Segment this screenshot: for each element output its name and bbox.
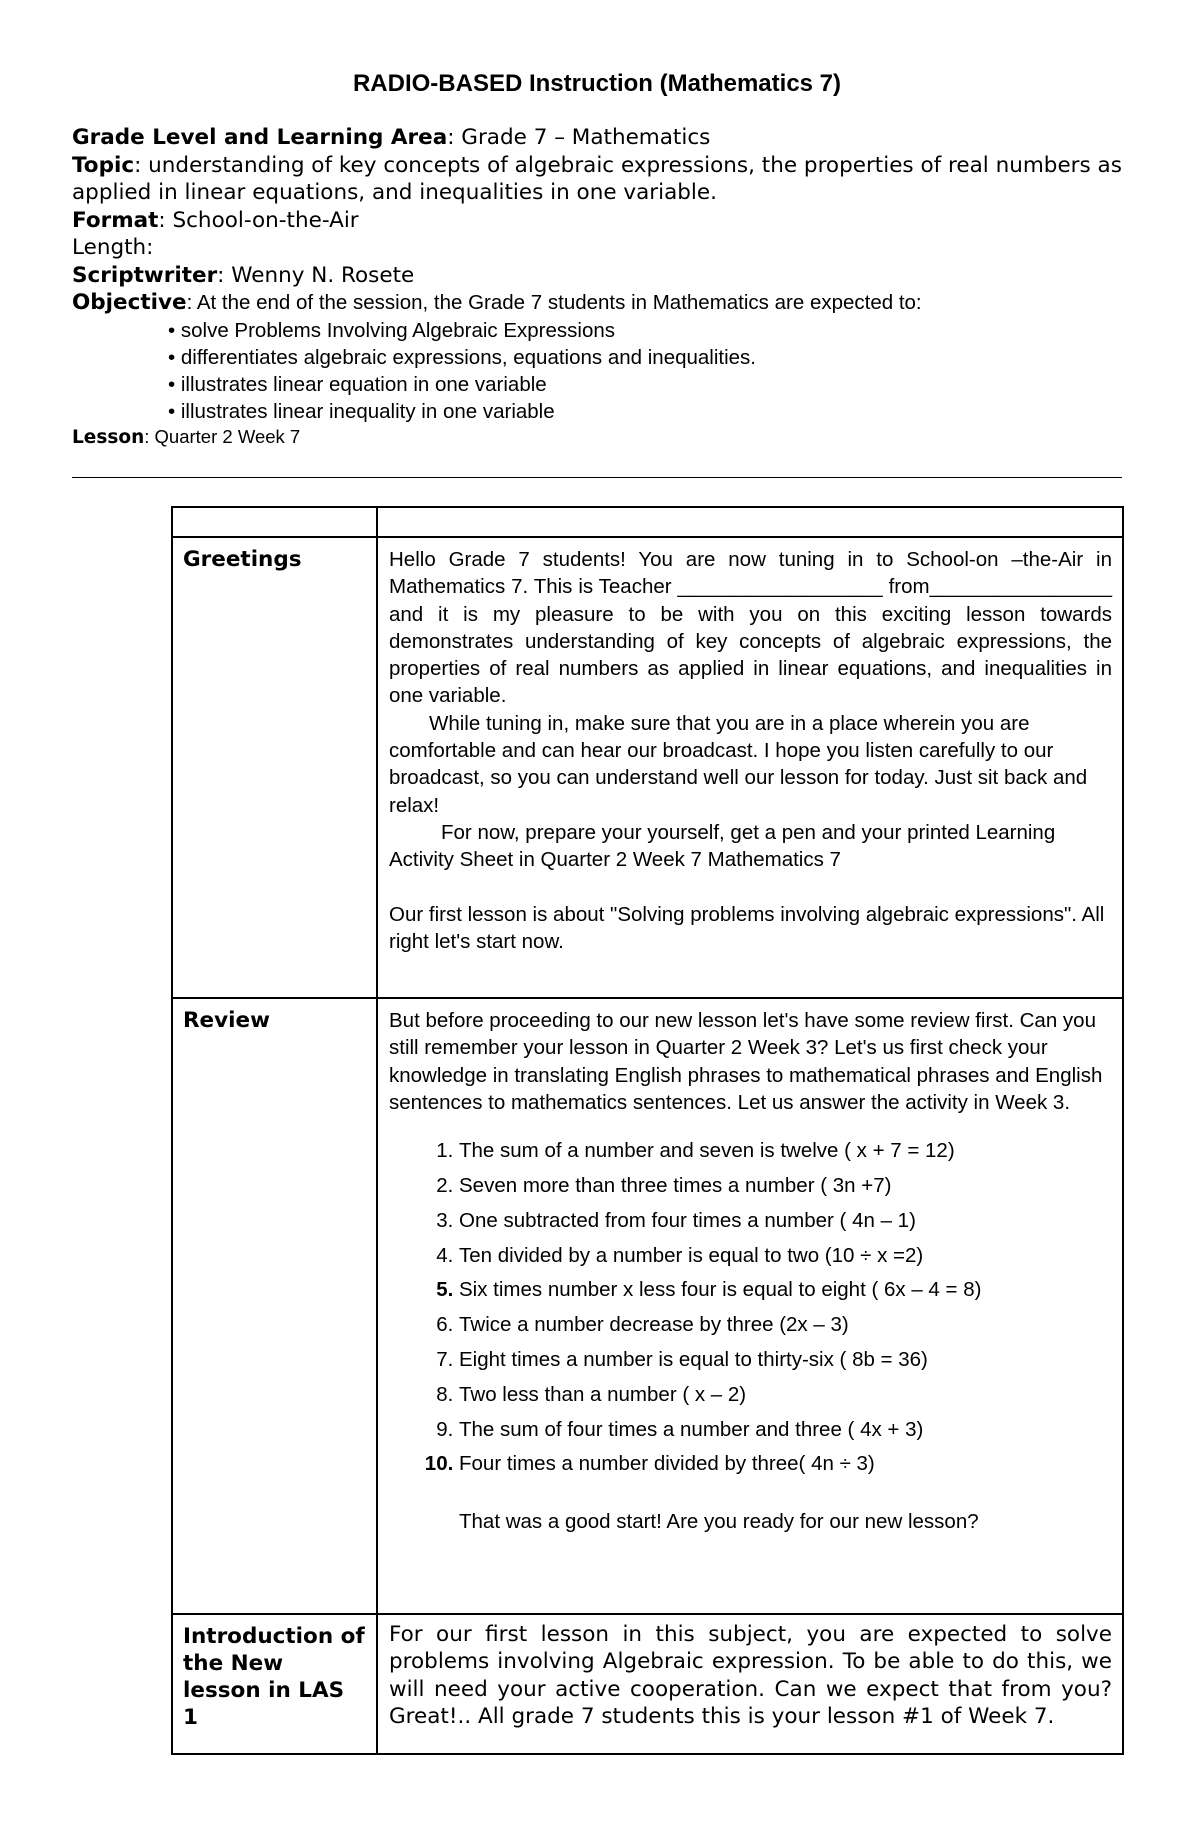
grade-value: : Grade 7 – Mathematics bbox=[447, 125, 711, 150]
header-cell-empty bbox=[377, 507, 1123, 537]
format-line bbox=[72, 207, 1122, 235]
topic-label: Topic bbox=[72, 152, 135, 178]
introduction-label: Introduction of the New lesson in LAS 1 bbox=[172, 1614, 377, 1754]
scriptwriter-label: Scriptwriter bbox=[72, 262, 218, 288]
objective-item: • illustrates linear equation in one variable bbox=[168, 371, 1122, 398]
list-item: 9. The sum of four times a number and three ( 4x + 3) bbox=[459, 1413, 1112, 1448]
list-item: 6. Twice a number decrease by three (2x – 3) bbox=[459, 1308, 1112, 1343]
topic-line bbox=[72, 152, 1122, 207]
list-item: 10. Four times a number divided by three( 4n ÷ 3) bbox=[459, 1447, 1112, 1482]
greetings-label: Greetings bbox=[172, 537, 377, 998]
scriptwriter-value: : Wenny N. Rosete bbox=[217, 262, 415, 288]
objective-item: • differentiates algebraic expressions, equations and inequalities. bbox=[168, 344, 1122, 371]
greetings-paragraph: Hello Grade 7 students! You are now tuning in to School-on –the-Air in Mathematics 7. This is Teacher __________________ from________________ and it is my pleasure to be with you on this exciting lesson towards demonstrates understanding of key concepts of algebraic expressions, the properties of real numbers as applied in linear equations, and inequalities in one variable. bbox=[389, 548, 1112, 708]
lesson-value: : Quarter 2 Week 7 bbox=[144, 425, 301, 447]
lesson-label: Lesson bbox=[72, 426, 145, 448]
format-value: : School-on-the-Air bbox=[158, 207, 359, 233]
greetings-paragraph: For now, prepare your yourself, get a pen and your printed Learning Activity Sheet in Quarter 2 Week 7 Mathematics 7 bbox=[389, 820, 1056, 872]
review-intro: But before proceeding to our new lesson let's have some review first. Can you still remember your lesson in Quarter 2 Week 3? Let's us first check your knowledge in translating English phrases to mathematical phrases and English sentences to mathematics sentences. Let us answer the activity in Week 3. bbox=[389, 1009, 1103, 1114]
table-header-row bbox=[172, 507, 1123, 537]
review-items bbox=[389, 1134, 1112, 1482]
scriptwriter-line bbox=[72, 262, 1122, 290]
script-table bbox=[171, 506, 1124, 1755]
lesson-line bbox=[72, 425, 1122, 450]
grade-line bbox=[72, 124, 1122, 152]
length-line: Length: bbox=[72, 235, 154, 260]
review-label: Review bbox=[172, 998, 377, 1614]
review-closing: That was a good start! Are you ready for our new lesson? bbox=[459, 1510, 979, 1534]
header-cell-empty bbox=[172, 507, 377, 537]
objective-value: : At the end of the session, the Grade 7 students in Mathematics are expected to: bbox=[186, 291, 922, 314]
greetings-paragraph: While tuning in, make sure that you are in a place wherein you are comfortable and can hear our broadcast. I hope you listen carefully to our broadcast, so you can understand well our lesson for today. Just sit back and relax! bbox=[389, 711, 1088, 817]
list-item: 2. Seven more than three times a number ( 3n +7) bbox=[459, 1169, 1112, 1204]
list-item: 7. Eight times a number is equal to thirty-six ( 8b = 36) bbox=[459, 1343, 1112, 1378]
review-content bbox=[377, 998, 1123, 1614]
grade-label: Grade Level and Learning Area bbox=[72, 125, 448, 150]
topic-value: : understanding of key concepts of algebraic expressions, the properties of real numbers as applied in linear equations, and inequalities in one variable. bbox=[72, 152, 1122, 205]
greetings-paragraph: Our first lesson is about "Solving problems involving algebraic expressions". All right let's start now. bbox=[389, 902, 1105, 953]
format-label: Format bbox=[72, 207, 159, 233]
horizontal-divider bbox=[72, 477, 1122, 478]
list-item: 3. One subtracted from four times a number ( 4n – 1) bbox=[459, 1204, 1112, 1239]
greetings-content bbox=[377, 537, 1123, 998]
objective-item: • solve Problems Involving Algebraic Expressions bbox=[168, 317, 1122, 344]
list-item: 1. The sum of a number and seven is twelve ( x + 7 = 12) bbox=[459, 1134, 1112, 1169]
greetings-row bbox=[172, 537, 1123, 998]
list-item: 5. Six times number x less four is equal to eight ( 6x – 4 = 8) bbox=[459, 1273, 1112, 1308]
review-row bbox=[172, 998, 1123, 1614]
document-title: RADIO-BASED Instruction (Mathematics 7) bbox=[352, 70, 842, 97]
introduction-row bbox=[172, 1614, 1123, 1754]
objective-line bbox=[72, 289, 1122, 317]
objectives-list bbox=[72, 317, 1122, 425]
objective-label: Objective bbox=[72, 290, 187, 315]
list-item: 4. Ten divided by a number is equal to two (10 ÷ x =2) bbox=[459, 1239, 1112, 1274]
objective-item: • illustrates linear inequality in one variable bbox=[168, 398, 1122, 425]
introduction-content: For our first lesson in this subject, you are expected to solve problems involving Algebraic expression. To be able to do this, we will need your active cooperation. Can we expect that from you? Great!.. All grade 7 students this is your lesson #1 of Week 7. bbox=[377, 1614, 1123, 1754]
list-item: 8. Two less than a number ( x – 2) bbox=[459, 1378, 1112, 1413]
document-page bbox=[72, 70, 1122, 450]
